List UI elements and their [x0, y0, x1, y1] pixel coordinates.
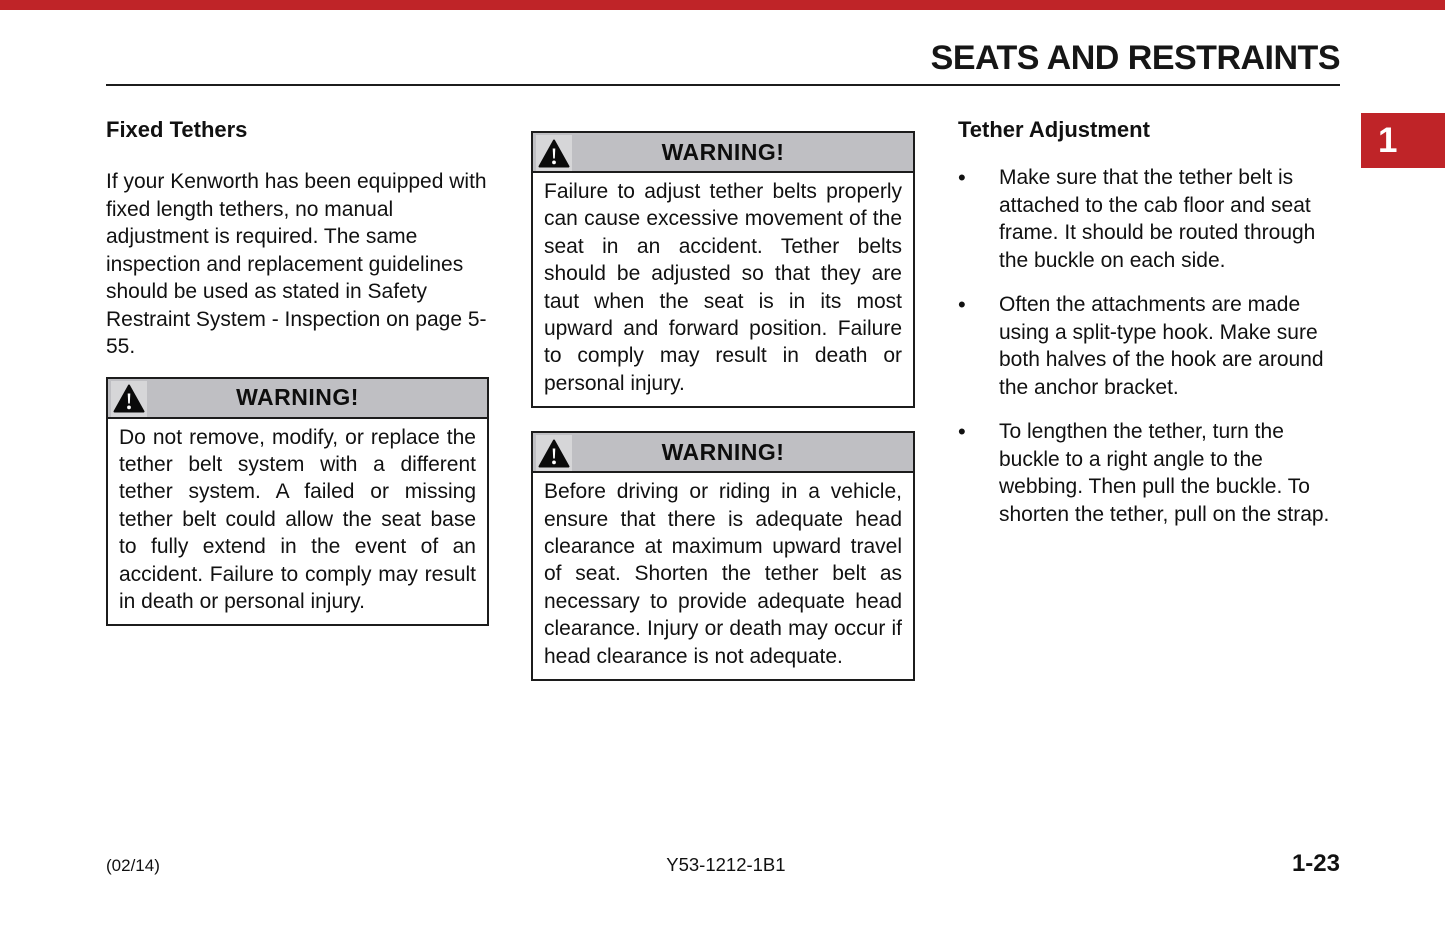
chapter-tab [1361, 113, 1445, 168]
tether-adjustment-heading: Tether Adjustment [958, 117, 1150, 142]
fixed-tethers-section [106, 117, 489, 626]
footer-document-number: Y53-1212-1B1 [666, 854, 786, 875]
warning-title: WARNING! [236, 384, 359, 410]
fixed-tethers-heading: Fixed Tethers [106, 117, 248, 142]
warning-body-text: Before driving or riding in a vehicle, ensure that there is adequate head clearance at maximum upward travel of seat. Shorten the tether belt as necessary to provide adequate head clearance. Injury or death may occur if head clearance is not adequate. [544, 480, 902, 668]
warning-triangle-icon [111, 381, 147, 417]
tether-adjustment-section [958, 117, 1340, 545]
list-item-text: To lengthen the tether, turn the buckle to a right angle to the webbing. Then pull the buckle. To shorten the tether, pull on the strap. [999, 420, 1330, 526]
warning-box-head-clearance [531, 431, 915, 681]
middle-warnings-column [531, 131, 915, 681]
warning-header [533, 433, 913, 473]
bullet-icon: • [958, 165, 966, 190]
warning-box-fixed-tethers [106, 377, 489, 627]
warning-body-text: Do not remove, modify, or replace the tether belt system with a different tether system. A failed or missing tether belt could allow the seat base to fully extend in the event of an accident. Failure to comply may result in death or personal injury. [119, 425, 476, 613]
warning-header [108, 379, 487, 419]
chapter-tab-number: 1 [1378, 120, 1398, 160]
bullet-icon: • [958, 292, 966, 317]
footer-revision-date: (02/14) [106, 856, 160, 875]
warning-title: WARNING! [661, 138, 785, 165]
list-item [958, 291, 1340, 401]
fixed-tethers-paragraph: If your Kenworth has been equipped with fixed length tethers, no manual adjustment is required. The same inspection and replacement guidelines should be used as stated in Safety Restraint System - Inspection on page 5-55. [106, 170, 487, 358]
page-title: SEATS AND RESTRAINTS [930, 39, 1340, 77]
warning-box-adjust-tethers [531, 131, 915, 408]
list-item-text: Often the attachments are made using a split-type hook. Make sure both halves of the hook are around the anchor bracket. [999, 293, 1324, 399]
page-footer [106, 850, 1340, 878]
warning-title: WARNING! [661, 438, 785, 465]
footer-page-number: 1-23 [1291, 850, 1340, 877]
warning-triangle-icon [536, 435, 572, 471]
warning-header [533, 133, 913, 173]
tether-adjustment-list [958, 164, 1340, 528]
top-accent-bar [0, 0, 1445, 10]
warning-triangle-icon [536, 135, 572, 171]
header-rule [106, 84, 1340, 86]
bullet-icon: • [958, 419, 966, 444]
list-item-text: Make sure that the tether belt is attached to the cab floor and seat frame. It should be routed through the buckle on each side. [999, 166, 1316, 272]
list-item [958, 164, 1340, 274]
warning-body-text: Failure to adjust tether belts properly can cause excessive movement of the seat in an accident. Tether belts should be adjusted so that they are taut when the seat is in its most upward and forward position. Failure to comply may result in death or personal injury. [544, 180, 902, 395]
list-item [958, 418, 1340, 528]
